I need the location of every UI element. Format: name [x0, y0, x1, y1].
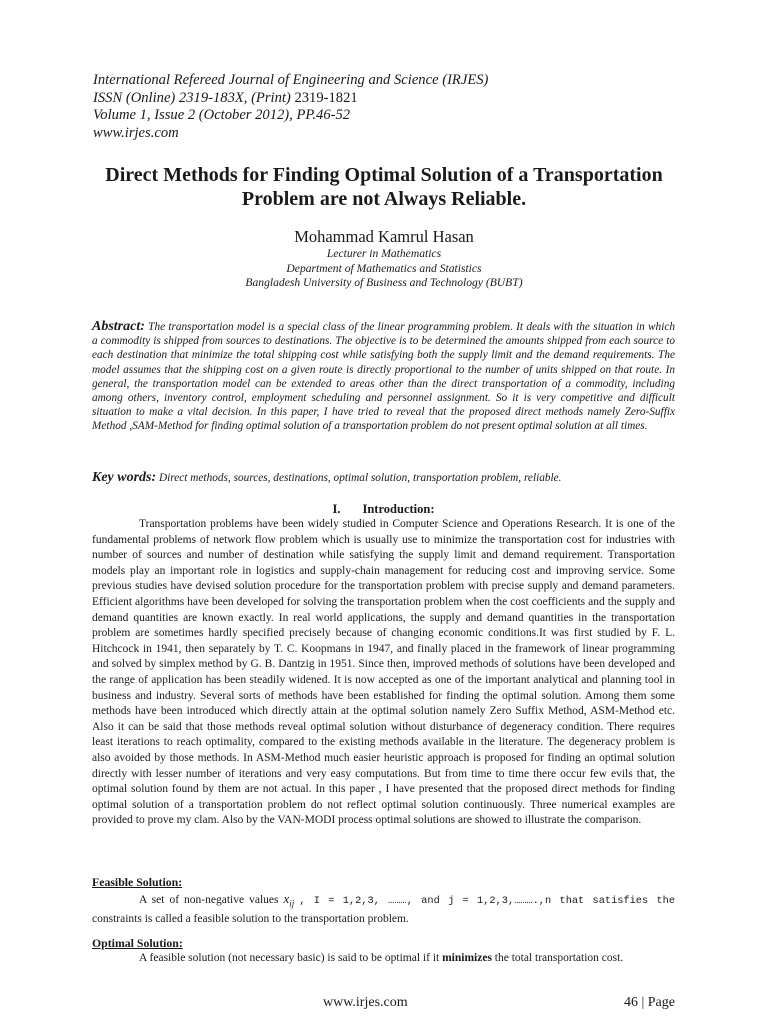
optimal-bold-word: minimizes — [442, 952, 492, 964]
page-number: 46 | Page — [623, 995, 675, 1010]
abstract — [92, 320, 675, 434]
optimal-solution-paragraph — [92, 951, 675, 967]
optimal-text-b: the total transportation cost. — [494, 952, 624, 964]
introduction-paragraph: Transportation problems have been widely studied in Computer Science and Operations Research. It is one of the fundamental problems of network flow problem which is usually use to minimize the transportation cost for industries with number of sources and number of destination while satisfying the supply limit and demand requirement. Transportation models play an important role in logistics and supply-chain management for reducing cost and improving service. Some previous studies have devised solution procedure for the transportation problem with precise supply and demand parameters. Efficient algorithms have been developed for solving the transportation problem when the cost coefficients and the supply and demand quantities are known exactly. In real world applications, the supply and demand quantities in the transportation problem are sometimes hardly specified precisely because of changing economic conditions.It was first studied by F. L. Hitchcock in 1941, then separately by T. C. Koopmans in 1947, and finally placed in the framework of linear programming and solved by simplex method by G. B. Dantzig in 1951. Since then, improved methods of solutions have been developed and the range of application has been steadily widened. It is now accepted as one of the important analytical and planning tool in business and industry. Several sorts of methods have been established for finding the optimal solution. Among them some methods have been introduced which directly attain at the optimal solution namely Zero Suffix Method, ASM-Method etc. Also it can be said that those methods reveal optimal solution without disturbance of degeneracy condition. There requires least iterations to reach optimality, compared to the existing methods available in the literature. The degeneracy problem is also avoided by those methods. In ASM-Method much easier heuristic approach is proposed for finding an optimal solution directly with lesser number of iterations and very easy computations. But from time to time there occur few evils that, the optimal solution found by them are not actual. In this paper , I have presented that the proposed direct methods for finding optimal solution of a transportation problem do not reflect optimal solution continuously. Three numerical examples are provided to prove my clam. Also by the VAN-MODI process optimal solutions are showed to illustrate the comparison. — [92, 518, 675, 827]
affiliation-university: Bangladesh University of Business and Technology (BUBT) — [245, 276, 523, 289]
issn-prefix: ISSN (Online) 2319-183X, (Print) — [93, 89, 291, 106]
feasible-solution-paragraph — [92, 891, 675, 928]
optimal-text-a: A feasible solution (not necessary basic) is said to be optimal if it — [139, 952, 440, 964]
author-name: Mohammad Kamrul Hasan — [294, 227, 474, 246]
issn-print: 2319-1821 — [294, 89, 358, 106]
volume-line: Volume 1, Issue 2 (October 2012), PP.46-52 — [93, 107, 351, 123]
keywords-label: Key words: — [92, 470, 157, 485]
paper-title-line-2: Problem are not Always Reliable. — [241, 188, 527, 210]
section-title: Introduction: — [362, 502, 435, 516]
author-affiliation — [60, 247, 708, 291]
abstract-label: Abstract: — [92, 319, 145, 334]
footer-website[interactable]: www.irjes.com — [323, 995, 408, 1010]
affiliation-position: Lecturer in Mathematics — [326, 247, 442, 260]
keywords — [92, 470, 675, 486]
feasible-solution-heading: Feasible Solution: — [92, 875, 183, 889]
issn-line — [93, 90, 683, 108]
feasible-text-b: , I = 1,2,3, ………, and j = 1,2,3,……….,n that satisfies the — [299, 895, 676, 907]
journal-website[interactable]: www.irjes.com — [93, 124, 179, 141]
journal-header — [93, 72, 683, 142]
optimal-solution-heading: Optimal Solution: — [92, 936, 183, 950]
section-heading-introduction — [92, 501, 675, 517]
paper-title — [60, 163, 708, 211]
keywords-text: Direct methods, sources, destinations, optimal solution, transportation problem, reliable. — [159, 472, 562, 484]
abstract-text: The transportation model is a special class of the linear programming problem. It deals with the situation in which a commodity is shipped from sources to destinations. The objective is to be determined the amounts shipped from each source to each destination that minimize the total shipping cost while satisfying both the supply limit and the demand requirements. The model assumes that the shipping cost on a given route is directly proportional to the number of units shipped on that route. In general, the transportation model can be extended to areas other than the direct transportation of a commodity, including among others, inventory control, employment scheduling and personnel assignment. So it is very competitive and difficult situation to make a vital decision. In this paper, I have tried to reveal that the proposed direct methods namely Zero-Suffix Method ,SAM-Method for finding optimal solution of a transportation problem do not present optimal solution at all times. — [92, 321, 676, 433]
feasible-text-c: constraints is called a feasible solution to the transportation problem. — [92, 913, 409, 926]
feasible-text-a: A set of non-negative values — [139, 894, 279, 906]
math-variable: $x_{ij}$ — [283, 891, 295, 909]
affiliation-department: Department of Mathematics and Statistics — [286, 261, 482, 275]
section-number: I. — [332, 502, 341, 516]
paper-title-line-1: Direct Methods for Finding Optimal Solution of a Transportation — [105, 164, 663, 186]
journal-name: International Refereed Journal of Engineering and Science (IRJES) — [93, 72, 489, 88]
